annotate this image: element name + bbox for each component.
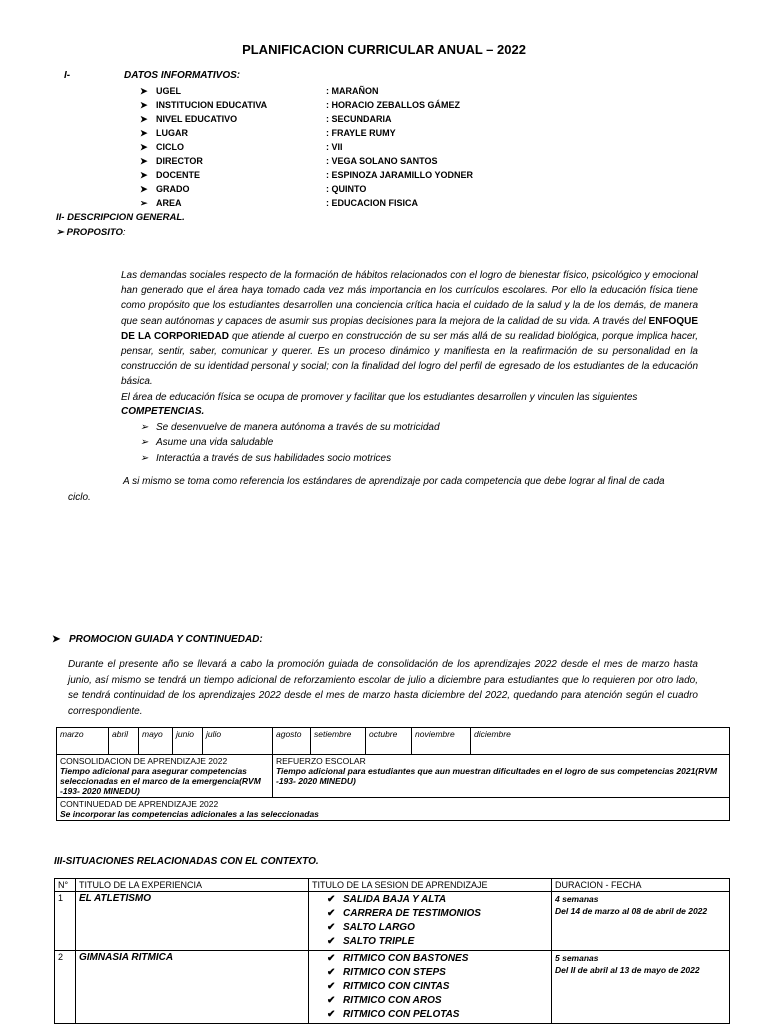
table-row bbox=[55, 951, 730, 1024]
arrow-bullet-icon: ➢ bbox=[140, 422, 149, 433]
competencia-text: Interactúa a través de sus habilidades socio motrices bbox=[156, 453, 392, 464]
sesion-text: RITMICO CON AROS bbox=[343, 995, 442, 1006]
paragraph-text: Las demandas sociales respecto de la formación de hábitos relacionados con el logro de bienestar físico, psicológico y emocional han generado que el área haya tomado cada vez más importancia en los currículos escolares. Por ello la educación física tiene como propósito que los estudiantes desarrollen una conciencia crítica hacia el cuidado de la salud y la de los demás, de manera que sean autónomas y capaces de asumir sus propias decisiones para la mejora de la calidad de su vida. A través del bbox=[121, 270, 698, 327]
checkmark-icon: ✔ bbox=[327, 995, 336, 1006]
info-row-ugel bbox=[140, 84, 620, 98]
fecha-text: Del 14 de marzo al 08 de abril de 2022 bbox=[555, 906, 708, 916]
month-cell: setiembre bbox=[311, 728, 366, 755]
sesion-item bbox=[327, 994, 548, 1008]
checkmark-icon: ✔ bbox=[327, 967, 336, 978]
standards-text: A si mismo se toma como referencia los estándares de aprendizaje por cada competencia que debe lograr al final de cada bbox=[123, 476, 665, 487]
months-row bbox=[57, 728, 730, 755]
continuedad-title: CONTINUEDAD DE APRENDIZAJE 2022 bbox=[60, 799, 219, 809]
arrow-bullet-icon: ➤ bbox=[140, 114, 148, 124]
arrow-bullet-icon: ➤ bbox=[140, 128, 148, 138]
month-cell: julio bbox=[203, 728, 273, 755]
section-3-heading: III-SITUACIONES RELACIONADAS CON EL CONTEXTO. bbox=[54, 856, 319, 867]
info-label: DIRECTOR bbox=[156, 156, 203, 166]
sesion-text: SALIDA BAJA Y ALTA bbox=[343, 894, 447, 905]
enfoque-emphasis: ENFOQUE DE LA CORPORIEDAD bbox=[121, 315, 698, 342]
column-header: N° bbox=[55, 879, 76, 892]
competencia-text: Asume una vida saludable bbox=[156, 437, 274, 448]
section-1-number: I- bbox=[64, 70, 71, 81]
sesion-item bbox=[327, 980, 548, 994]
proposito-heading bbox=[56, 227, 126, 238]
info-label: CICLO bbox=[156, 142, 184, 152]
arrow-bullet-icon: ➤ bbox=[52, 634, 61, 645]
column-header: TITULO DE LA SESION DE APRENDIZAJE bbox=[309, 879, 552, 892]
experiencia-title: GIMNASIA RITMICA bbox=[76, 951, 309, 1024]
competencia-text: Se desenvuelve de manera autónoma a través de su motricidad bbox=[156, 422, 440, 433]
info-value: : ESPINOZA JARAMILLO YODNER bbox=[326, 170, 474, 180]
arrow-bullet-icon: ➢ bbox=[140, 198, 148, 208]
row-number: 1 bbox=[55, 892, 76, 951]
document-title: PLANIFICACION CURRICULAR ANUAL – 2022 bbox=[242, 42, 526, 57]
sesion-text: CARRERA DE TESTIMONIOS bbox=[343, 908, 481, 919]
column-header: DURACION - FECHA bbox=[552, 879, 730, 892]
situaciones-table bbox=[54, 878, 730, 1024]
column-header: TITULO DE LA EXPERIENCIA bbox=[76, 879, 309, 892]
sesion-item bbox=[327, 952, 548, 966]
sesion-text: RITMICO CON BASTONES bbox=[343, 953, 469, 964]
fecha-text: Del II de abril al 13 de mayo de 2022 bbox=[555, 965, 700, 975]
experiencia-title: EL ATLETISMO bbox=[76, 892, 309, 951]
continuedad-cell bbox=[57, 798, 730, 821]
sesion-item bbox=[327, 1008, 548, 1022]
duracion-text: 4 semanas bbox=[555, 894, 599, 904]
promocion-paragraph: Durante el presente año se llevará a cabo la promoción guiada de consolidación de los aprendizajes 2022 desde el mes de marzo hasta junio, así mismo se tendrá un tiempo adicional de reforzamiento escolar de julio a diciembre para estudiantes que lo requieren por otro lado, se tendrá continuidad de los aprendizajes 2022 desde el mes de marzo hasta diciembre del 2022, quedando para atención según el cuadro correspondiente. bbox=[68, 659, 698, 717]
sesion-item bbox=[327, 966, 548, 980]
section-1-heading: DATOS INFORMATIVOS: bbox=[124, 70, 241, 81]
info-list bbox=[140, 84, 620, 210]
info-row-area bbox=[140, 196, 620, 210]
sesion-item bbox=[327, 907, 548, 921]
section-2-heading: II- DESCRIPCION GENERAL. bbox=[56, 212, 185, 223]
sesion-text: SALTO TRIPLE bbox=[343, 936, 415, 947]
sesion-item bbox=[327, 893, 548, 907]
sesiones-cell bbox=[309, 892, 552, 951]
checkmark-icon: ✔ bbox=[327, 1009, 336, 1020]
sesion-text: SALTO LARGO bbox=[343, 922, 415, 933]
info-row-ciclo bbox=[140, 140, 620, 154]
continuedad-row bbox=[57, 798, 730, 821]
checkmark-icon: ✔ bbox=[327, 908, 336, 919]
consolidacion-text: Tiempo adicional para asegurar competencias seleccionadas en el marco de la emergencia(RVM -193- 2020 MINEDU) bbox=[60, 766, 261, 796]
info-value: : MARAÑON bbox=[326, 86, 379, 96]
arrow-bullet-icon: ➤ bbox=[140, 184, 148, 194]
checkmark-icon: ✔ bbox=[327, 894, 336, 905]
competencia-item bbox=[140, 422, 440, 433]
arrow-bullet-icon: ➢ bbox=[140, 437, 149, 448]
info-label: NIVEL EDUCATIVO bbox=[156, 114, 238, 124]
info-row-docente bbox=[140, 168, 620, 182]
arrow-bullet-icon: ➤ bbox=[140, 156, 148, 166]
info-value: : VEGA SOLANO SANTOS bbox=[326, 156, 438, 166]
month-cell: marzo bbox=[57, 728, 109, 755]
info-row-nivel bbox=[140, 112, 620, 126]
arrow-bullet-icon: ➢ bbox=[140, 453, 149, 464]
month-cell: agosto bbox=[273, 728, 311, 755]
arrow-bullet-icon: ➤ bbox=[140, 170, 148, 180]
info-label: LUGAR bbox=[156, 128, 188, 138]
month-cell: octubre bbox=[366, 728, 412, 755]
info-row-institucion bbox=[140, 98, 620, 112]
refuerzo-text: Tiempo adicional para estudiantes que aun muestran dificultades en el logro de sus competencias 2021(RVM -193- 2020 MINEDU) bbox=[276, 766, 718, 786]
info-value: : FRAYLE RUMY bbox=[326, 128, 396, 138]
promocion-heading bbox=[52, 634, 263, 645]
info-value: : VII bbox=[326, 142, 343, 152]
promocion-table bbox=[56, 727, 730, 821]
duracion-cell bbox=[552, 951, 730, 1024]
competencia-item bbox=[140, 453, 391, 464]
continuedad-text: Se incorporar las competencias adicionales a las seleccionadas bbox=[60, 809, 319, 819]
info-row-grado bbox=[140, 182, 620, 196]
proposito-colon: : bbox=[122, 227, 126, 238]
consolidacion-title: CONSOLIDACION DE APRENDIZAJE 2022 bbox=[60, 756, 228, 766]
refuerzo-cell bbox=[273, 755, 730, 798]
info-label: DOCENTE bbox=[156, 170, 201, 180]
info-value: : HORACIO ZEBALLOS GÁMEZ bbox=[326, 100, 460, 110]
info-value: : SECUNDARIA bbox=[326, 114, 392, 124]
proposito-label: PROPOSITO bbox=[66, 227, 123, 238]
promocion-heading-text: PROMOCION GUIADA Y CONTINUEDAD: bbox=[69, 634, 263, 645]
info-label: GRADO bbox=[156, 184, 190, 194]
proposito-paragraph bbox=[121, 268, 698, 390]
arrow-bullet-icon: ➢ bbox=[56, 227, 67, 238]
sesion-text: RITMICO CON CINTAS bbox=[343, 981, 450, 992]
arrow-bullet-icon: ➤ bbox=[140, 86, 148, 96]
month-cell: junio bbox=[173, 728, 203, 755]
standards-text-end: ciclo. bbox=[68, 492, 91, 503]
checkmark-icon: ✔ bbox=[327, 922, 336, 933]
duracion-text: 5 semanas bbox=[555, 953, 599, 963]
duracion-cell bbox=[552, 892, 730, 951]
info-label: INSTITUCION EDUCATIVA bbox=[156, 100, 268, 110]
info-row-director bbox=[140, 154, 620, 168]
month-cell: abril bbox=[109, 728, 139, 755]
info-value: : QUINTO bbox=[326, 184, 367, 194]
row-number: 2 bbox=[55, 951, 76, 1024]
arrow-bullet-icon: ➤ bbox=[140, 100, 148, 110]
table-row bbox=[55, 892, 730, 951]
checkmark-icon: ✔ bbox=[327, 936, 336, 947]
consolidacion-row bbox=[57, 755, 730, 798]
month-cell: noviembre bbox=[412, 728, 471, 755]
competencias-intro: El área de educación física se ocupa de promover y facilitar que los estudiantes desarrollen y vinculen las siguientes bbox=[121, 392, 638, 403]
table-header-row bbox=[55, 879, 730, 892]
sesion-text: RITMICO CON PELOTAS bbox=[343, 1009, 460, 1020]
checkmark-icon: ✔ bbox=[327, 953, 336, 964]
sesion-item bbox=[327, 935, 548, 949]
checkmark-icon: ✔ bbox=[327, 981, 336, 992]
refuerzo-title: REFUERZO ESCOLAR bbox=[276, 756, 366, 766]
competencia-item bbox=[140, 437, 273, 448]
sesion-text: RITMICO CON STEPS bbox=[343, 967, 446, 978]
sesion-item bbox=[327, 921, 548, 935]
month-cell: mayo bbox=[139, 728, 173, 755]
info-label: AREA bbox=[156, 198, 182, 208]
consolidacion-cell bbox=[57, 755, 273, 798]
paragraph-text: que atiende al cuerpo en construcción de su ser más allá de su realidad biológica, porque implica hacer, pensar, sentir, saber, comunicar y querer. Es un proceso dinámico y manifiesta en la reafirmación de su personalidad en la construcción de su identidad personal y social; con la finalidad del logro del perfil de egresado de los estudiantes de la educación básica. bbox=[121, 330, 698, 388]
sesiones-cell bbox=[309, 951, 552, 1024]
competencias-heading: COMPETENCIAS. bbox=[121, 406, 205, 417]
month-cell: diciembre bbox=[471, 728, 730, 755]
info-label: UGEL bbox=[156, 86, 182, 96]
arrow-bullet-icon: ➤ bbox=[140, 142, 148, 152]
info-row-lugar bbox=[140, 126, 620, 140]
info-value: : EDUCACION FISICA bbox=[326, 198, 418, 208]
